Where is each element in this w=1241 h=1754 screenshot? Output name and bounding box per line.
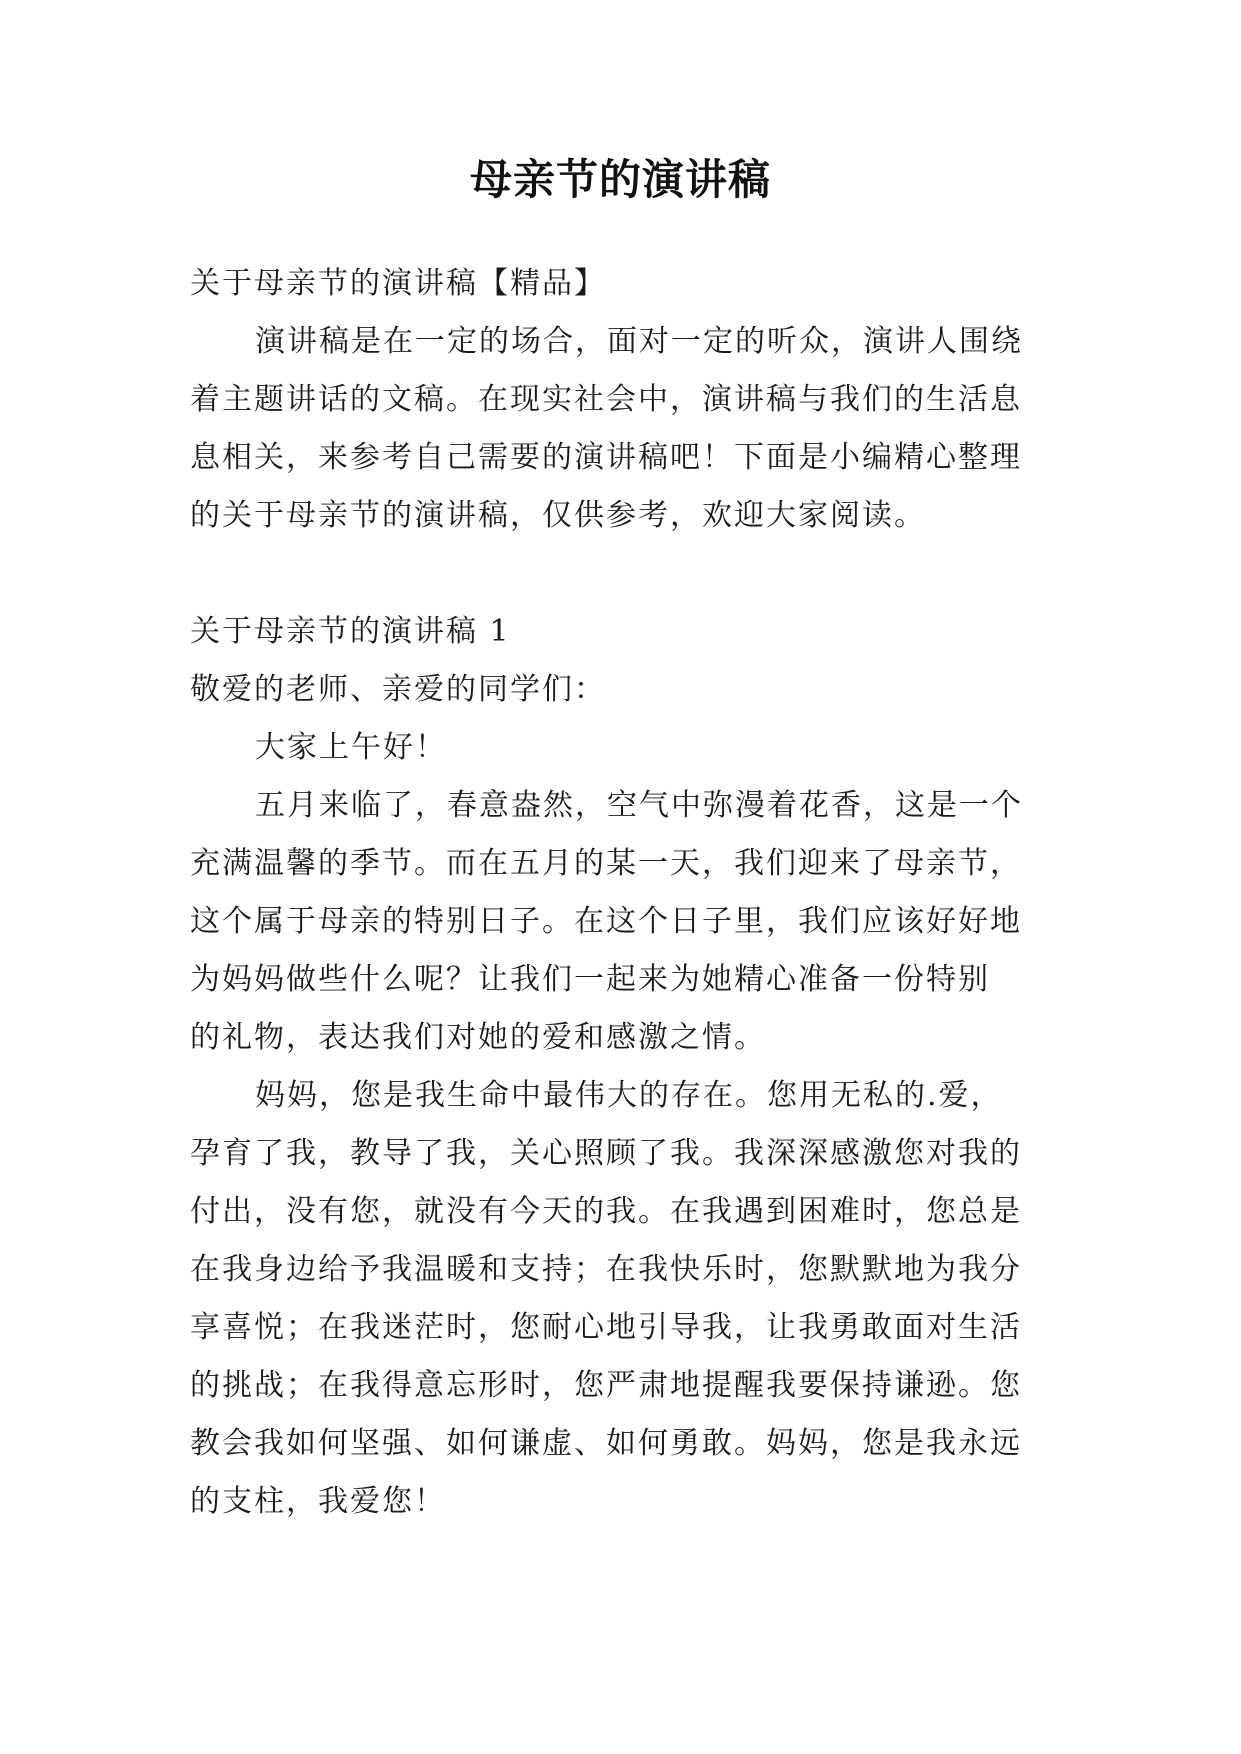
document-subtitle: 关于母亲节的演讲稿【精品】	[190, 266, 606, 301]
intro-line: 演讲稿是在一定的场合，面对一定的听众，演讲人围绕	[255, 324, 1023, 359]
document-body	[190, 255, 1070, 1531]
section-heading: 关于母亲节的演讲稿 1	[190, 614, 511, 649]
intro-line: 着主题讲话的文稿。在现实社会中，演讲稿与我们的生活息	[190, 382, 1022, 417]
greeting: 大家上午好！	[255, 730, 447, 765]
paragraph-line: 孕育了我，教导了我，关心照顾了我。我深深感激您对我的	[190, 1136, 1022, 1171]
paragraph-line: 充满温馨的季节。而在五月的某一天，我们迎来了母亲节，	[190, 846, 1022, 881]
paragraph-line: 付出，没有您，就没有今天的我。在我遇到困难时，您总是	[190, 1194, 1022, 1229]
paragraph-line: 这个属于母亲的特别日子。在这个日子里，我们应该好好地	[190, 904, 1022, 939]
paragraph-line: 为妈妈做些什么呢？让我们一起来为她精心准备一份特别	[190, 962, 990, 997]
salutation: 敬爱的老师、亲爱的同学们：	[190, 672, 606, 707]
document-title: 母亲节的演讲稿	[469, 155, 771, 204]
paragraph-line: 妈妈，您是我生命中最伟大的存在。您用无私的.爱，	[255, 1078, 1003, 1113]
paragraph-line: 教会我如何坚强、如何谦虚、如何勇敢。妈妈，您是我永远	[190, 1426, 1022, 1461]
paragraph-line: 的支柱，我爱您！	[190, 1484, 446, 1519]
paragraph-line: 享喜悦；在我迷茫时，您耐心地引导我，让我勇敢面对生活	[190, 1310, 1022, 1345]
intro-line: 息相关，来参考自己需要的演讲稿吧！下面是小编精心整理	[190, 440, 1022, 475]
paragraph-line: 五月来临了，春意盎然，空气中弥漫着花香，这是一个	[255, 788, 1023, 823]
paragraph-line: 的挑战；在我得意忘形时，您严肃地提醒我要保持谦逊。您	[190, 1368, 1022, 1403]
intro-line: 的关于母亲节的演讲稿，仅供参考，欢迎大家阅读。	[190, 498, 926, 533]
paragraph-line: 的礼物，表达我们对她的爱和感激之情。	[190, 1020, 766, 1055]
paragraph-line: 在我身边给予我温暖和支持；在我快乐时，您默默地为我分	[190, 1252, 1022, 1287]
